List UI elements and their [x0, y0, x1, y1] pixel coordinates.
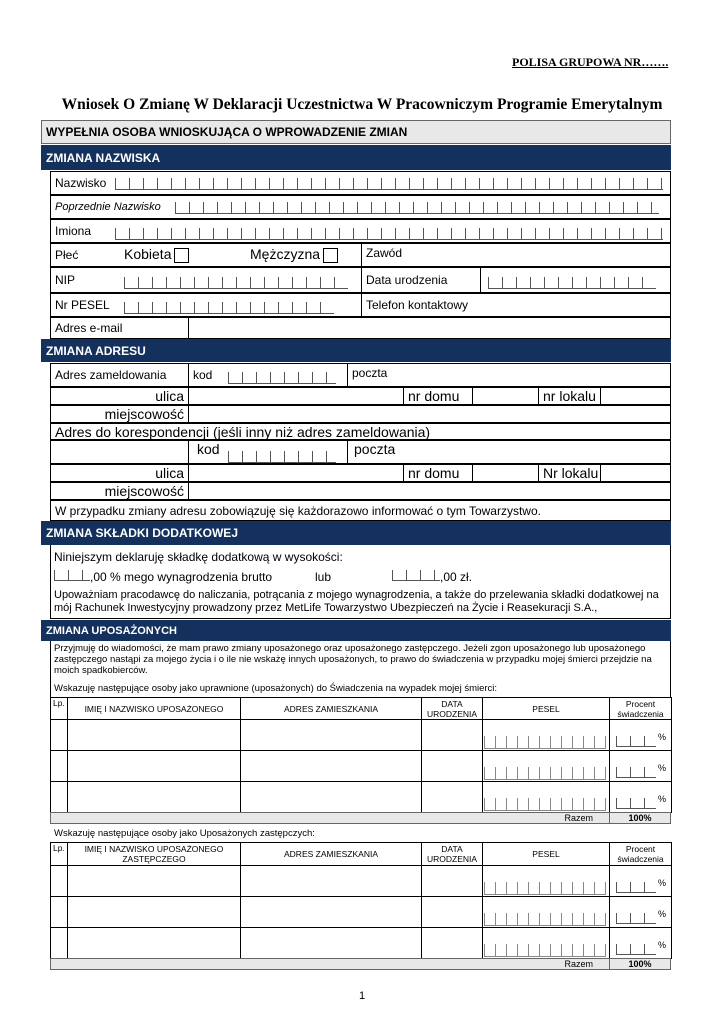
birth-date-label-cell [361, 267, 481, 293]
substitutes-row1-pesel-boxes[interactable] [484, 882, 606, 895]
substitutes-header-pesel: PESEL [482, 842, 610, 866]
city-label-cell [50, 405, 189, 423]
substitutes-row1-percent-boxes[interactable] [616, 882, 656, 893]
male-option[interactable] [250, 246, 338, 263]
substitutes-row1-address[interactable] [240, 865, 422, 897]
house-no-label-cell [403, 387, 473, 405]
nip-label: NIP [55, 273, 76, 287]
substitutes-row2-pesel-boxes[interactable] [484, 913, 606, 926]
street-label-2: ulica [155, 465, 184, 481]
previous-surname-label: Poprzednie Nazwisko [55, 201, 161, 213]
beneficiaries-row1-percent-sign: % [658, 732, 667, 742]
female-checkbox[interactable] [174, 248, 189, 263]
nip-input[interactable] [124, 277, 348, 289]
beneficiaries-header-name: IMIĘ I NAZWISKO UPOSAŻONEGO [67, 697, 241, 720]
surname-input[interactable] [115, 178, 663, 190]
contribution-authorize: Upoważniam pracodawcę do naliczania, potrącania z mojego wynagrodzenia, a także do przelewania składki dodatkowej na mój Rachunek Inwestycyjny prowadzony przez MetLife Towarzystwo Ubezpieczeń na Życie i Reasekuracji S.A., [54, 589, 659, 614]
city-label-cell-2 [50, 482, 189, 500]
beneficiary-indicate-sub: Wskazuję następujące osoby jako Uposażonych zastępczych: [54, 828, 315, 839]
beneficiaries-row1-pesel-boxes[interactable] [484, 736, 606, 749]
beneficiaries-header-address: ADRES ZAMIESZKANIA [240, 697, 422, 720]
street-input-2[interactable] [188, 464, 404, 482]
street-label: ulica [155, 388, 184, 404]
beneficiaries-total-label: Razem [50, 812, 610, 824]
contribution-declare: Niniejszym deklaruję składkę dodatkową w wysokości: [54, 550, 343, 564]
flat-no-label-2: Nr lokalu [543, 465, 599, 481]
first-names-label: Imiona [55, 224, 92, 238]
beneficiaries-row2-percent-sign: % [658, 763, 667, 773]
substitutes-row1-percent-sign: % [658, 878, 667, 888]
house-no-label: nr domu [408, 388, 460, 404]
beneficiaries-header-pesel: PESEL [482, 697, 610, 720]
beneficiaries-row2-percent-boxes[interactable] [616, 767, 656, 778]
beneficiaries-row3-name[interactable] [67, 781, 241, 813]
city-label: miejscowość [104, 406, 184, 422]
house-no-input[interactable] [472, 387, 539, 405]
house-no-label-2: nr domu [408, 465, 460, 481]
flat-no-input-2[interactable] [600, 464, 671, 482]
flat-no-input[interactable] [600, 387, 671, 405]
female-option[interactable] [124, 246, 189, 263]
contribution-amount-input[interactable] [392, 570, 440, 581]
registered-code-input[interactable] [228, 372, 336, 384]
beneficiaries-row3-percent-boxes[interactable] [616, 798, 656, 809]
profession-label: Zawód [366, 246, 403, 260]
registered-post-field[interactable] [347, 363, 671, 387]
correspondence-post-field[interactable] [347, 440, 671, 464]
section-contribution-change: ZMIANA SKŁADKI DODATKOWEJ [41, 521, 671, 545]
profession-field[interactable] [361, 243, 671, 267]
street-input[interactable] [188, 387, 404, 405]
substitutes-total-label: Razem [50, 958, 610, 970]
male-label: Mężczyzna [250, 246, 321, 262]
house-no-input-2[interactable] [472, 464, 539, 482]
intro-bar: WYPEŁNIA OSOBA WNIOSKUJĄCA O WPROWADZENIE ZMIAN [41, 120, 671, 144]
correspondence-blank-cell [50, 440, 189, 464]
substitutes-row3-address[interactable] [240, 927, 422, 959]
city-input-2[interactable] [188, 482, 671, 500]
substitutes-row2-address[interactable] [240, 896, 422, 928]
beneficiaries-row3-address[interactable] [240, 781, 422, 813]
beneficiaries-header-date: DATA URODZENIA [421, 697, 483, 720]
beneficiary-info: Przyjmuję do wiadomości, że mam prawo zmiany uposażonego oraz uposażonego zastępczego. Jeżeli zgon uposażonego lub uposażonego zastępczego nastąpi za mojego życia i o ile nie wskażę innych uposażonych, to prawo do świadczenia w przypadku mojej śmierci przejdzie na moich spadkobierców. [54, 643, 652, 676]
email-label: Adres e-mail [55, 321, 123, 335]
pesel-input[interactable] [124, 302, 334, 314]
post-label-2: poczta [354, 441, 396, 457]
substitutes-header-name: IMIĘ I NAZWISKO UPOSAŻONEGO ZASTĘPCZEGO [67, 842, 241, 866]
email-label-cell [50, 317, 189, 339]
page-number: 1 [358, 990, 366, 1002]
flat-no-label-cell-2 [538, 464, 601, 482]
substitutes-row2-percent-boxes[interactable] [616, 913, 656, 924]
substitutes-row3-percent-boxes[interactable] [616, 944, 656, 955]
contribution-percent-input[interactable] [54, 570, 90, 581]
contribution-pln-text: ,00 zł. [440, 570, 473, 584]
beneficiaries-row1-lp [50, 719, 68, 751]
beneficiaries-header-lp: Lp. [50, 697, 68, 720]
birth-date-input[interactable] [488, 277, 656, 289]
correspondence-label: Adres do korespondencji (jeśli inny niż adres zameldowania) [55, 423, 431, 440]
city-input[interactable] [188, 405, 671, 423]
street-label-cell-2 [50, 464, 189, 482]
registered-address-label-cell [50, 363, 189, 387]
section-address-change: ZMIANA ADRESU [41, 339, 671, 362]
street-label-cell [50, 387, 189, 405]
substitutes-header-percent: Procent świadczenia [609, 842, 672, 866]
surname-label: Nazwisko [55, 176, 107, 190]
contribution-or: lub [315, 570, 332, 584]
email-input[interactable] [188, 317, 671, 339]
beneficiaries-row1-percent-boxes[interactable] [616, 736, 656, 747]
sex-label: Płeć [55, 248, 79, 262]
correspondence-heading [50, 423, 671, 440]
beneficiaries-row1-name[interactable] [67, 719, 241, 751]
substitutes-row1-name[interactable] [67, 865, 241, 897]
section-beneficiary-change: ZMIANA UPOSAŻONYCH [41, 620, 671, 641]
contribution-percent-text: ,00 % mego wynagrodzenia brutto [90, 570, 273, 584]
beneficiaries-row3-lp [50, 781, 68, 813]
address-notice [50, 500, 671, 521]
page-title: Wniosek O Zmianę W Deklaracji Uczestnictwa W Pracowniczym Programie Emerytalnym [61, 96, 663, 113]
correspondence-code-input[interactable] [228, 451, 336, 463]
phone-label: Telefon kontaktowy [366, 298, 469, 312]
substitutes-row3-pesel-boxes[interactable] [484, 944, 606, 957]
substitutes-row2-name[interactable] [67, 896, 241, 928]
substitutes-row3-date[interactable] [421, 927, 483, 959]
beneficiaries-row2-lp [50, 750, 68, 782]
beneficiaries-row2-date[interactable] [421, 750, 483, 782]
substitutes-header-address: ADRES ZAMIESZKANIA [240, 842, 422, 866]
substitutes-header-date: DATA URODZENIA [421, 842, 483, 866]
beneficiaries-row3-date[interactable] [421, 781, 483, 813]
beneficiary-indicate-main: Wskazuję następujące osoby jako uprawnione (uposażonych) do Świadczenia na wypadek mojej śmierci: [54, 683, 498, 694]
flat-no-label: nr lokalu [543, 388, 596, 404]
beneficiaries-row2-address[interactable] [240, 750, 422, 782]
substitutes-row2-date[interactable] [421, 896, 483, 928]
flat-no-label-cell [538, 387, 601, 405]
substitutes-row2-lp [50, 896, 68, 928]
substitutes-row3-lp [50, 927, 68, 959]
beneficiaries-row2-pesel-boxes[interactable] [484, 767, 606, 780]
substitutes-row3-percent-sign: % [658, 940, 667, 950]
city-label-2: miejscowość [104, 483, 184, 499]
substitutes-row1-lp [50, 865, 68, 897]
section-name-change: ZMIANA NAZWISKA [41, 145, 671, 170]
birth-date-label: Data urodzenia [366, 273, 448, 287]
house-no-label-cell-2 [403, 464, 473, 482]
substitutes-row1-date[interactable] [421, 865, 483, 897]
substitutes-row3-name[interactable] [67, 927, 241, 959]
female-label: Kobieta [124, 246, 172, 262]
beneficiaries-row1-address[interactable] [240, 719, 422, 751]
beneficiaries-row2-name[interactable] [67, 750, 241, 782]
policy-number: POLISA GRUPOWA NR……. [512, 55, 669, 69]
beneficiaries-row3-percent-sign: % [658, 794, 667, 804]
post-label: poczta [352, 366, 388, 380]
first-names-input[interactable] [115, 228, 663, 240]
substitutes-row2-percent-sign: % [658, 909, 667, 919]
beneficiaries-row1-date[interactable] [421, 719, 483, 751]
beneficiaries-total-value: 100% [609, 812, 671, 824]
previous-surname-input[interactable] [175, 202, 659, 214]
beneficiaries-header-percent: Procent świadczenia [609, 697, 672, 720]
address-notice-text: W przypadku zmiany adresu zobowiązuję się każdorazowo informować o tym Towarzystwo. [55, 503, 541, 518]
beneficiaries-row3-pesel-boxes[interactable] [484, 798, 606, 811]
substitutes-total-value: 100% [609, 958, 671, 970]
registered-address-label: Adres zameldowania [55, 368, 167, 382]
substitutes-header-lp: Lp. [50, 842, 68, 866]
phone-field[interactable] [361, 293, 671, 317]
code-label-2: kod [197, 441, 220, 457]
male-checkbox[interactable] [323, 248, 338, 263]
pesel-label: Nr PESEL [55, 298, 110, 312]
code-label: kod [193, 368, 213, 382]
